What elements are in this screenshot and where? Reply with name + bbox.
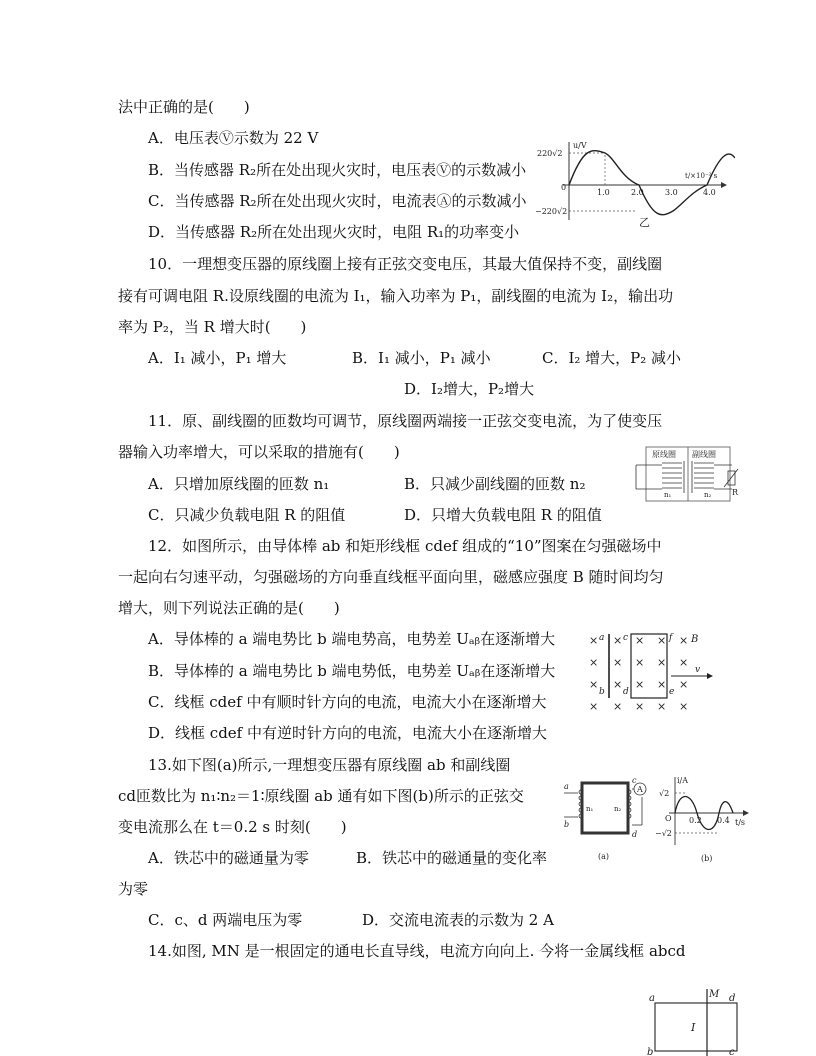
q9-tick-3: 3.0 [665,188,678,197]
q9-y-label: u/V [573,141,587,150]
q13-b-top: √2 [659,789,670,798]
q14-frame-abcd [655,1003,737,1051]
q12-line-1: 12．如图所示，由导体棒 ab 和矩形线框 cdef 组成的“10”图案在匀强磁场中 [148,537,662,555]
q11-n1-label: n₁ [664,491,672,499]
q10-line-1: 10．一理想变压器的原线圈上接有正弦交变电压，其最大值保持不变，副线圈 [148,255,663,273]
q12-option-d: D．线框 cdef 中有逆时针方向的电流，电流大小在逐渐增大 [148,724,547,742]
q13-ammeter-label: A [637,785,643,794]
q9-voltage-graph [535,138,735,230]
q12-label-v: v [695,665,701,675]
svg-text:×: × [613,678,623,691]
q14-label-a: a [649,993,655,1004]
q12-option-b: B．导体棒的 a 端电势比 b 端电势低，电势差 Uₐᵦ在逐渐增大 [148,662,556,680]
q13-a-caption: (a) [598,852,610,861]
q11-option-a: A．只增加原线圈的匝数 n₁ [148,475,330,493]
q10-line-2: 接有可调电阻 R.设原线圈的电流为 I₁，输入功率为 P₁，副线圈的电流为 I₂，输出功 [118,287,674,305]
svg-text:×: × [613,634,623,647]
svg-text:×: × [589,678,599,691]
q12-label-f: f [669,633,673,643]
svg-text:×: × [589,700,599,713]
q11-transformer-figure [628,445,740,507]
q14-label-i: I [691,1021,696,1034]
svg-text:×: × [589,634,599,647]
q13-b-y-label: i/A [677,776,689,785]
q14-label-b: b [647,1047,654,1056]
svg-text:×: × [679,678,689,691]
q9-sine-curve [569,151,735,215]
svg-text:×: × [657,700,667,713]
q9-y-bottom: −220√2 [535,207,568,216]
svg-text:×: × [635,700,645,713]
q11-option-b: B．只减少副线圈的匝数 n₂ [404,475,586,493]
q11-secondary-label: 副线圈 [692,450,716,459]
q10-line-3: 率为 P₂，当 R 增大时( ) [118,318,307,336]
q9-option-a: A．电压表Ⓥ示数为 22 V [148,129,319,147]
q13-line-2: cd匝数比为 n₁∶n₂＝1∶原线圈 ab 通有如下图(b)所示的正弦交 [118,787,524,805]
q13-b-bottom: −√2 [655,829,672,838]
q12-label-e: e [669,687,675,697]
q9-caption: 乙 [639,216,650,229]
svg-text:×: × [635,634,645,647]
q13-a-label-n1: n₁ [586,805,594,813]
q13-a-label-d: d [632,830,638,839]
q11-r-label: R [732,488,739,497]
q13-a-label-b: b [564,820,570,829]
q12-label-d: d [623,687,629,697]
q11-line-2: 器输入功率增大，可以采取的措施有( ) [118,443,400,461]
q13-b-origin: O [665,814,672,823]
q9-option-c: C．当传感器 R₂所在处出现火灾时，电流表Ⓐ的示数减小 [148,192,527,210]
q13-a-label-n2: n₂ [614,805,622,813]
svg-text:×: × [657,656,667,669]
q12-label-b-field: B [691,634,699,645]
q13-a-label-a: a [564,782,569,791]
q12-line-2: 一起向右匀速平动，匀强磁场的方向垂直线框平面向里，磁感应强度 B 随时间均匀 [118,568,664,586]
q11-option-c: C．只减少负载电阻 R 的阻值 [148,506,346,524]
svg-text:×: × [679,656,689,669]
svg-text:×: × [613,700,623,713]
q13-figure-b [655,773,755,865]
q13-option-a: A．铁芯中的磁通量为零 [148,849,309,867]
q13-b-caption: (b) [701,854,713,863]
q9-tick-4: 4.0 [703,188,716,197]
q14-label-c: c [729,1047,735,1056]
q14-line-1: 14.如图, MN 是一根固定的通电长直导线，电流方向向上. 今将一金属线框 abcd [148,942,686,960]
svg-text:×: × [679,700,689,713]
q10-option-a: A．I₁ 减小，P₁ 增大 [148,349,287,367]
svg-text:×: × [589,656,599,669]
q9-tick-1: 1.0 [597,188,610,197]
q13-line-1: 13.如下图(a)所示,一理想变压器有原线圈 ab 和副线圈 [148,756,511,774]
q14-label-m: M [709,989,720,1000]
svg-text:×: × [657,678,667,691]
q13-b-t2: 0.4 [717,816,730,825]
q12-label-b: b [599,687,605,697]
q10-option-d: D．I₂增大，P₂增大 [404,380,535,398]
q12-label-c: c [623,633,629,643]
svg-text:×: × [613,656,623,669]
q9-y-top: 220√2 [537,149,563,158]
q9-tick-2: 2.0 [631,188,644,197]
q12-line-3: 增大，则下列说法正确的是( ) [118,599,340,617]
q13-option-d: D．交流电流表的示数为 2 A [362,911,554,929]
q13-figure-a [560,775,650,865]
q14-figure [645,985,745,1056]
q9-stem-tail: 法中正确的是( ) [118,98,250,116]
q12-magnetic-field-figure [585,628,715,718]
q12-option-a: A．导体棒的 a 端电势比 b 端电势高，电势差 Uₐᵦ在逐渐增大 [148,630,556,648]
q10-option-c: C．I₂ 增大，P₂ 减小 [542,349,682,367]
q13-option-b-cont: 为零 [118,880,149,898]
q9-option-b: B．当传感器 R₂所在处出现火灾时，电压表Ⓥ的示数减小 [148,161,527,179]
svg-text:×: × [635,678,645,691]
svg-text:×: × [635,656,645,669]
q11-n2-label: n₂ [704,491,712,499]
q13-b-t1: 0.2 [689,816,702,825]
q12-option-c: C．线框 cdef 中有顺时针方向的电流，电流大小在逐渐增大 [148,693,547,711]
q9-origin: 0 [561,183,567,192]
q11-line-1: 11．原、副线圈的匝数均可调节，原线圈两端接一正弦交变电流，为了使变压 [148,412,663,430]
q11-option-d: D．只增大负载电阻 R 的阻值 [404,506,602,524]
q13-b-x-label: t/s [735,818,746,827]
q14-label-d: d [729,993,736,1004]
q11-primary-label: 原线圈 [652,450,676,459]
q9-option-d: D．当传感器 R₂所在处出现火灾时，电阻 R₁的功率变小 [148,223,520,241]
svg-text:×: × [679,634,689,647]
q13-option-c: C．c、d 两端电压为零 [148,911,303,929]
q13-line-3: 变电流那么在 t＝0.2 s 时刻( ) [118,818,347,836]
q13-a-label-c: c [632,776,637,785]
q9-x-label: t/×10⁻² s [685,172,718,180]
q12-label-a: a [599,633,605,643]
svg-text:×: × [657,634,667,647]
q13-option-b: B．铁芯中的磁通量的变化率 [356,849,548,867]
q10-option-b: B．I₁ 减小，P₁ 减小 [352,349,491,367]
